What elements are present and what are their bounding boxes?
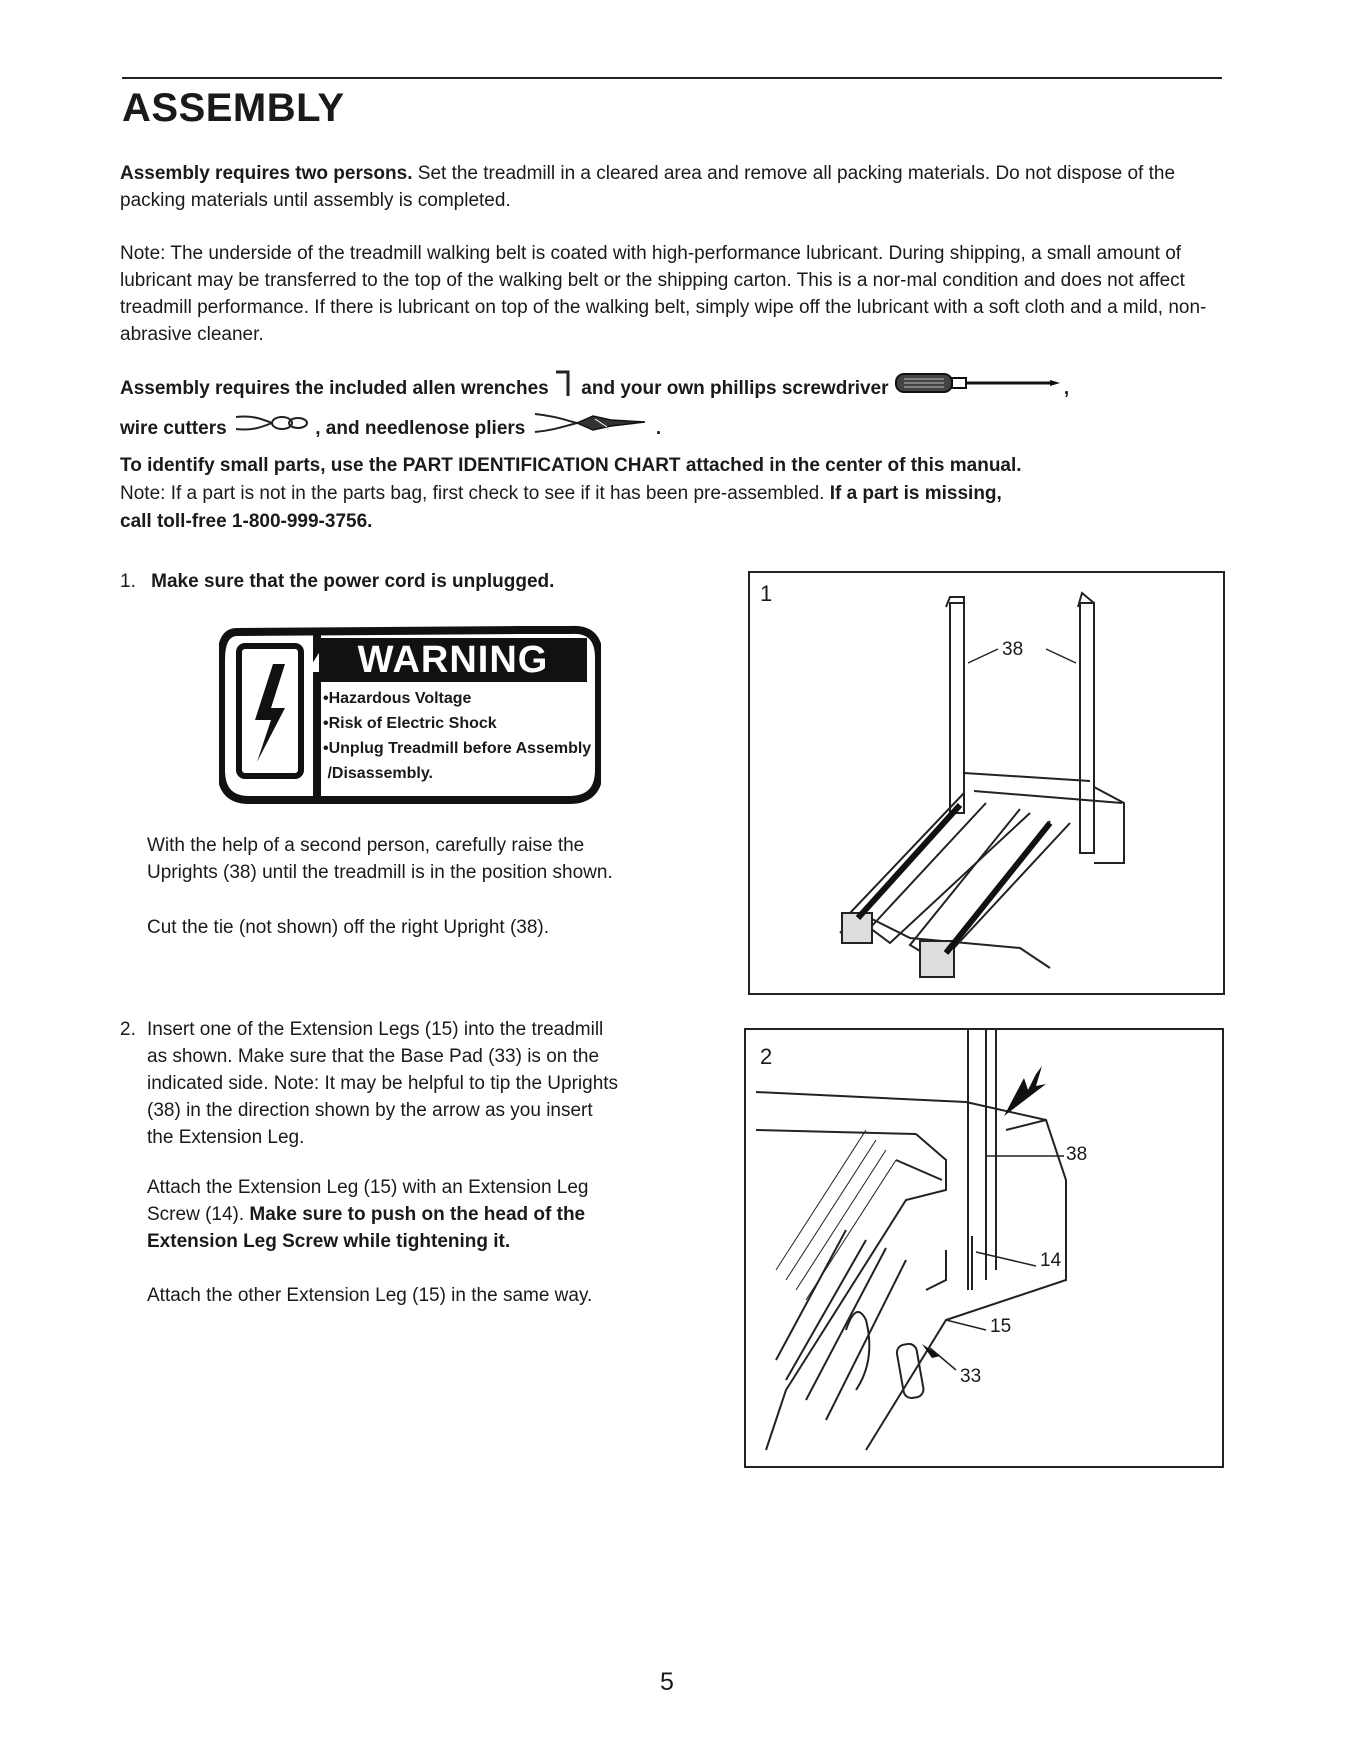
tools-text-1: Assembly requires the included allen wrenches xyxy=(120,378,549,400)
step-2-text xyxy=(120,1016,720,1151)
step-2-line: as shown. Make sure that the Base Pad (33) is on the xyxy=(147,1046,600,1067)
header-rule xyxy=(122,77,1222,79)
intro-paragraph xyxy=(120,160,1230,214)
identify-paragraph xyxy=(120,452,1230,536)
figure-2-illustration xyxy=(746,1030,1222,1466)
step-2-line: Insert one of the Extension Legs (15) into the treadmill xyxy=(147,1019,604,1040)
lubricant-note: Note: The underside of the treadmill walking belt is coated with high-performance lubricant. During shipping, a small amount of lubricant may be transferred to the top of the walking belt or the shipping carton. This is a nor-mal condition and does not affect treadmill performance. If there is lubricant on top of the walking belt, simply wipe off the lubricant with a soft cloth and a mild, non-abrasive cleaner. xyxy=(120,243,1207,345)
step-1-text-2: Cut the tie (not shown) off the right Upright (38). xyxy=(147,917,550,938)
warning-label xyxy=(219,620,601,804)
screwdriver-icon xyxy=(894,370,1064,408)
step-1-text-line: Uprights (38) until the treadmill is in the position shown. xyxy=(147,862,613,883)
tools-paragraph xyxy=(120,368,1230,448)
tools-text-5: , and needlenose pliers xyxy=(315,418,526,440)
needlenose-pliers-icon xyxy=(531,410,651,448)
warning-line: •Risk of Electric Shock xyxy=(323,715,497,732)
step-2-line: (38) in the direction shown by the arrow as you insert xyxy=(147,1100,593,1121)
tools-text-3: , xyxy=(1063,378,1070,400)
step-1-text-line: With the help of a second person, carefully raise the xyxy=(147,835,585,856)
step-2-line: indicated side. Note: It may be helpful to tip the Uprights xyxy=(147,1073,619,1094)
step-2-attach-line: Attach the Extension Leg (15) with an Extension Leg xyxy=(147,1177,589,1198)
allen-wrench-icon xyxy=(554,368,576,410)
tools-text-6: . xyxy=(655,418,662,440)
step-2-attach xyxy=(147,1174,589,1255)
warning-line: •Hazardous Voltage xyxy=(323,690,472,707)
page-number: 5 xyxy=(660,1668,674,1696)
tools-text-4: wire cutters xyxy=(120,418,227,440)
figure-2-callout-14: 14 xyxy=(1040,1250,1062,1271)
figure-1-callout-38: 38 xyxy=(1002,639,1024,660)
warning-title: WARNING xyxy=(319,638,587,682)
step-2-lines xyxy=(147,1016,618,1151)
figure-1-number: 1 xyxy=(760,581,773,606)
step-2-attach-line: Extension Leg Screw while tightening it. xyxy=(147,1231,511,1252)
intro-bold-lead: Assembly requires two persons. xyxy=(120,163,413,184)
step-1-heading-text: Make sure that the power cord is unplugged. xyxy=(151,571,555,592)
warning-line: •Unplug Treadmill before Assembly xyxy=(323,740,592,757)
identify-note: Note: If a part is not in the parts bag, first check to see if it has been pre-assembled. xyxy=(120,483,825,504)
step-2-attach-line xyxy=(147,1201,589,1228)
figure-2-callout-33: 33 xyxy=(960,1366,982,1387)
identify-missing: If a part is missing, xyxy=(829,483,1002,504)
figure-2-callout-38: 38 xyxy=(1066,1144,1088,1165)
warning-lines xyxy=(323,686,591,786)
page-title: ASSEMBLY xyxy=(122,86,345,130)
figure-2-box xyxy=(744,1028,1224,1468)
step-1-number: 1. xyxy=(120,571,136,592)
figure-1-illustration xyxy=(750,573,1223,993)
warning-line: /Disassembly. xyxy=(323,765,433,782)
wire-cutters-icon xyxy=(232,411,310,447)
figure-2-number: 2 xyxy=(760,1044,773,1069)
identify-call: call toll-free 1-800-999-3756. xyxy=(120,511,373,532)
step-2-attach-bold: Make sure to push on the head of the xyxy=(249,1204,586,1225)
step-2-line: the Extension Leg. xyxy=(147,1127,305,1148)
step-1-text-1 xyxy=(147,832,613,886)
step-2-other: Attach the other Extension Leg (15) in the same way. xyxy=(147,1285,593,1306)
figure-2-callout-15: 15 xyxy=(990,1316,1012,1337)
intro-rest: Set the treadmill in a cleared area and remove all packing materials. Do not dispose of the packing materials until assembly is completed. xyxy=(120,163,1176,211)
step-2-number: 2. xyxy=(120,1019,136,1040)
figure-1-box xyxy=(748,571,1225,995)
step-1-heading xyxy=(120,568,554,595)
step-2-attach-text: Screw (14). xyxy=(147,1204,250,1225)
tools-text-2: and your own phillips screwdriver xyxy=(581,378,889,400)
identify-bold: To identify small parts, use the PART IDENTIFICATION CHART attached in the center of this manual. xyxy=(120,455,1022,476)
